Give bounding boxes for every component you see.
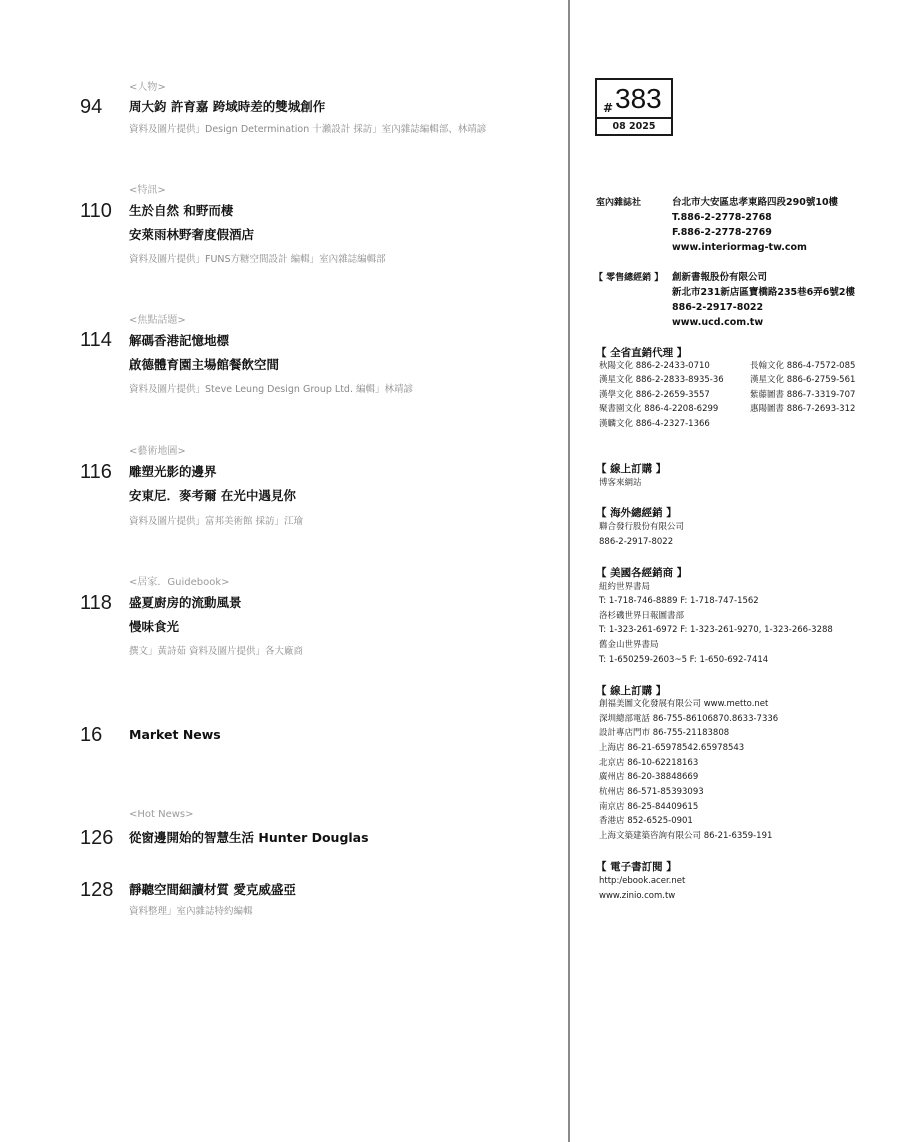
- ebook-heading: 【 電子書訂閱 】: [596, 861, 677, 873]
- toc-credit: 資料及圖片提供」Design Determination 十瀨設計 採訪」室內雜誌編輯部、林靖諺: [129, 124, 487, 135]
- publisher-label: 室內雜誌社: [596, 198, 642, 208]
- toc-page-number: 16: [80, 724, 103, 746]
- publisher-website[interactable]: www.interiormag-tw.com: [672, 242, 807, 253]
- overseas-phone: 886-2-2917-8022: [599, 537, 674, 547]
- online-order-item: 南京店 86-25-84409615: [599, 802, 699, 812]
- overseas-company: 聯合發行股份有限公司: [599, 522, 685, 532]
- overseas-heading: 【 海外總經銷 】: [596, 507, 677, 519]
- toc-title[interactable]: 解碼香港記憶地標: [129, 333, 230, 348]
- issue-number: 383: [615, 83, 662, 114]
- online-order-item: 上海店 86-21-65978542.65978543: [599, 743, 745, 753]
- toc-page-number: 126: [80, 827, 114, 849]
- online-order-item: 深圳總部電話 86-755-86106870.8633-7336: [599, 714, 779, 724]
- retail-address: 新北市231新店區寶橋路235巷6弄6號2樓: [672, 287, 855, 298]
- online-order-item: 設計專店門市 86-755-21183808: [599, 728, 730, 738]
- toc-subtitle[interactable]: 慢味食光: [129, 619, 180, 634]
- agent-item: 聚書園文化 886-4-2208-6299: [599, 404, 719, 414]
- usa-item: T: 1-323-261-6972 F: 1-323-261-9270, 1-323-266-3288: [599, 625, 833, 635]
- online-order-item: 杭州店 86-571-85393093: [599, 787, 704, 797]
- toc-page-number: 128: [80, 879, 114, 901]
- toc-title[interactable]: 雕塑光影的邊界: [129, 464, 217, 479]
- agent-item: 漢星文化 886-6-2759-561: [750, 375, 856, 385]
- agent-item: 漢麟文化 886-4-2327-1366: [599, 419, 710, 429]
- toc-category: <人物>: [129, 82, 166, 93]
- agent-item: 紫藤圖書 886-7-3319-707: [750, 390, 856, 400]
- agent-item: 長翰文化 886-4-7572-085: [750, 361, 856, 371]
- toc-credit: 資料及圖片提供」FUNS方糖空間設計 編輯」室內雜誌編輯部: [129, 254, 386, 265]
- toc-category: <特訊>: [129, 185, 166, 196]
- ebook-link[interactable]: www.zinio.com.tw: [599, 891, 676, 901]
- toc-credit: 資料及圖片提供」Steve Leung Design Group Ltd. 編輯」林靖諺: [129, 384, 413, 395]
- usa-item: 紐約世界書局: [599, 582, 651, 592]
- retail-company: 創新書報股份有限公司: [672, 272, 768, 283]
- publisher-tel: T.886-2-2778-2768: [672, 212, 772, 223]
- toc-category: <藝術地圖>: [129, 446, 186, 457]
- toc-title[interactable]: 周大鈞 許育嘉 跨域時差的雙城創作: [129, 99, 326, 114]
- online-order-item: 北京店 86-10-62218163: [599, 758, 699, 768]
- issue-box-rule: [597, 117, 671, 119]
- online-order-item: 香港店 852-6525-0901: [599, 816, 693, 826]
- toc-credit: 資料及圖片提供」富邦美術館 採訪」江瑜: [129, 516, 304, 527]
- column-divider: [568, 0, 570, 1142]
- usa-heading: 【 美國各經銷商 】: [596, 567, 688, 579]
- online-order-item: 上海文築建築咨詢有限公司 86-21-6359-191: [599, 831, 773, 841]
- issue-date: 08 2025: [612, 121, 656, 132]
- toc-category: <焦點話題>: [129, 315, 186, 326]
- agent-item: 惠陽圖書 886-7-2693-312: [750, 404, 856, 414]
- retail-label: 【 零售總經銷 】: [594, 273, 664, 283]
- usa-item: T: 1-650259-2603~5 F: 1-650-692-7414: [599, 655, 769, 665]
- agent-item: 秋陽文化 886-2-2433-0710: [599, 361, 710, 371]
- toc-page-number: 94: [80, 96, 103, 118]
- online-order-item: 創福美圖文化發展有限公司 www.metto.net: [599, 699, 769, 709]
- toc-subtitle[interactable]: 安東尼．麥考爾 在光中遇見你: [129, 488, 296, 503]
- toc-title[interactable]: 盛夏廚房的流動風景: [129, 595, 242, 610]
- retail-website[interactable]: www.ucd.com.tw: [672, 317, 764, 328]
- toc-subtitle[interactable]: 安萊雨林野奢度假酒店: [129, 227, 255, 242]
- toc-title[interactable]: 從窗邊開始的智慧生活 Hunter Douglas: [129, 830, 369, 845]
- toc-credit: 撰文」黃詩茹 資料及圖片提供」各大廠商: [129, 646, 304, 657]
- publisher-address: 台北市大安區忠孝東路四段290號10樓: [672, 197, 839, 208]
- online-order-heading-2: 【 線上訂購 】: [596, 685, 667, 697]
- toc-page-number: 118: [80, 592, 112, 614]
- toc-page-number: 114: [80, 329, 112, 351]
- toc-category: <Hot News>: [129, 809, 194, 820]
- issue-hash: #: [603, 101, 614, 115]
- agents-heading: 【 全省直銷代理 】: [596, 347, 688, 359]
- usa-item: 洛杉磯世界日報圖書部: [599, 611, 685, 621]
- toc-page-number: 110: [80, 200, 112, 222]
- ebook-link[interactable]: http:/ebook.acer.net: [599, 876, 686, 886]
- usa-item: 舊金山世界書局: [599, 640, 659, 650]
- issue-number-box: [595, 78, 673, 136]
- retail-phone: 886-2-2917-8022: [672, 302, 764, 313]
- agent-item: 漢學文化 886-2-2659-3557: [599, 390, 710, 400]
- toc-page-number: 116: [80, 461, 112, 483]
- publisher-fax: F.886-2-2778-2769: [672, 227, 772, 238]
- toc-category: <居家．Guidebook>: [129, 577, 230, 588]
- toc-title[interactable]: Market News: [129, 727, 221, 742]
- online-order-item: 廣州店 86-20-38848669: [599, 772, 699, 782]
- toc-title[interactable]: 靜聽空間細讀材質 愛克威盛亞: [129, 882, 296, 897]
- online-order-item: 博客來網站: [599, 478, 642, 488]
- toc-credit: 資料整理」室內雜誌特約編輯: [129, 906, 253, 917]
- toc-title[interactable]: 生於自然 和野而棲: [129, 203, 234, 218]
- agent-item: 漢星文化 886-2-2833-8935-36: [599, 375, 724, 385]
- online-order-heading: 【 線上訂購 】: [596, 463, 667, 475]
- toc-subtitle[interactable]: 啟德體育園主場館餐飲空間: [129, 357, 280, 372]
- usa-item: T: 1-718-746-8889 F: 1-718-747-1562: [599, 596, 759, 606]
